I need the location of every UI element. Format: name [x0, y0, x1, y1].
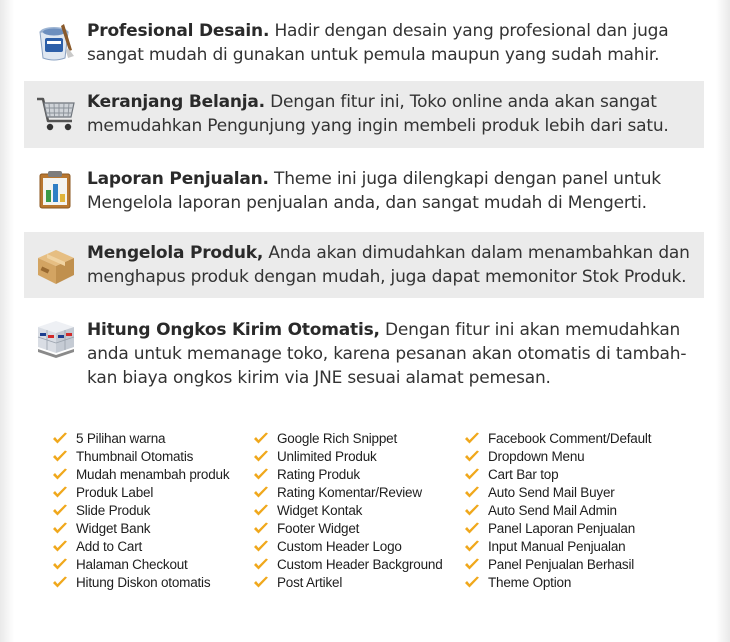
checklist-item-label: Rating Produk [277, 467, 360, 482]
checklist-item-label: Widget Kontak [277, 503, 363, 518]
report-clipboard-icon [34, 168, 78, 212]
checklist-item-label: Halaman Checkout [76, 557, 188, 572]
checklist-item [462, 538, 651, 556]
checklist-item [251, 574, 443, 592]
feature-desc: sangat mudah di gunakan untuk pemula maupun yang sudah mahir. [87, 45, 660, 65]
checklist-item [50, 538, 229, 556]
checklist-item-label: Auto Send Mail Admin [488, 503, 617, 518]
checklist-item-label: Thumbnail Otomatis [76, 449, 194, 464]
checklist-item [462, 484, 651, 502]
checklist-item-label: Google Rich Snippet [277, 431, 398, 446]
feature-desc: Theme ini juga dilengkapi dengan panel untuk [274, 169, 661, 189]
checklist-item-label: Unlimited Produk [277, 449, 377, 464]
checkmark-icon [464, 432, 480, 445]
checklist-item [50, 430, 229, 448]
checkmark-icon [464, 468, 480, 481]
feature-desc: Dengan fitur ini, Toko online anda akan sangat [270, 92, 657, 112]
checklist-item [251, 466, 443, 484]
feature-desc: Dengan fitur ini akan memudahkan [385, 320, 681, 340]
checklist-item [462, 502, 651, 520]
checkmark-icon [52, 522, 68, 535]
checkmark-icon [253, 468, 269, 481]
checkmark-icon [464, 576, 480, 589]
checklist-item [251, 484, 443, 502]
checklist-item-label: 5 Pilihan warna [76, 431, 166, 446]
checkmark-icon [52, 540, 68, 553]
feature-desc: Anda akan dimudahkan dalam menambahkan dan [268, 243, 690, 263]
feature-title: Hitung Ongkos Kirim Otomatis, [87, 320, 380, 340]
checkmark-icon [253, 504, 269, 517]
checkmark-icon [52, 576, 68, 589]
checkmark-icon [52, 468, 68, 481]
jne-shipping-boxes-icon [34, 315, 78, 359]
checkmark-icon [52, 558, 68, 571]
checklist-item-label: Footer Widget [277, 521, 360, 536]
checkmark-icon [253, 432, 269, 445]
checklist-item-label: Panel Laporan Penjualan [488, 521, 636, 536]
checklist-item [462, 556, 651, 574]
checkmark-icon [464, 486, 480, 499]
feature-title: Keranjang Belanja. [87, 92, 265, 112]
checklist-item-label: Hitung Diskon otomatis [76, 575, 211, 590]
shopping-cart-icon [34, 91, 78, 135]
checklist-item [462, 574, 651, 592]
feature-checklist-column-1 [50, 430, 229, 592]
checkmark-icon [253, 450, 269, 463]
checkmark-icon [52, 432, 68, 445]
checklist-item [462, 448, 651, 466]
feature-title: Profesional Desain. [87, 21, 270, 41]
checklist-item [462, 466, 651, 484]
checkmark-icon [253, 540, 269, 553]
checkmark-icon [464, 540, 480, 553]
checklist-item [462, 430, 651, 448]
checkmark-icon [52, 486, 68, 499]
checklist-item-label: Dropdown Menu [488, 449, 585, 464]
checklist-item [251, 448, 443, 466]
checklist-item-label: Custom Header Logo [277, 539, 402, 554]
checklist-item-label: Rating Komentar/Review [277, 485, 422, 500]
feature-desc: Hadir dengan desain yang profesional dan juga [274, 21, 669, 41]
checklist-item [251, 502, 443, 520]
checklist-item-label: Add to Cart [76, 539, 143, 554]
checklist-item [462, 520, 651, 538]
feature-mengelola-produk [24, 232, 704, 298]
cardboard-box-icon [34, 242, 78, 286]
feature-hitung-ongkos-kirim [24, 309, 704, 395]
feature-title: Mengelola Produk, [87, 243, 264, 263]
feature-laporan-penjualan [24, 158, 704, 220]
checkmark-icon [253, 576, 269, 589]
checklist-item [251, 520, 443, 538]
feature-keranjang-belanja [24, 81, 704, 148]
feature-profesional-desain [24, 12, 704, 74]
checklist-item-label: Cart Bar top [488, 467, 559, 482]
checklist-item [50, 502, 229, 520]
feature-title: Laporan Penjualan. [87, 169, 269, 189]
checklist-item [50, 484, 229, 502]
checklist-item [251, 556, 443, 574]
checkmark-icon [52, 450, 68, 463]
checkmark-icon [253, 558, 269, 571]
checkmark-icon [464, 504, 480, 517]
checkmark-icon [253, 522, 269, 535]
checklist-item [50, 574, 229, 592]
checklist-item-label: Mudah menambah produk [76, 467, 230, 482]
checklist-item-label: Input Manual Penjualan [488, 539, 626, 554]
checklist-item-label: Facebook Comment/Default [488, 431, 652, 446]
checklist-item [50, 520, 229, 538]
checklist-item-label: Slide Produk [76, 503, 151, 518]
feature-desc: kan biaya ongkos kirim via JNE sesuai alamat pemesan. [87, 368, 551, 388]
checklist-item-label: Panel Penjualan Berhasil [488, 557, 635, 572]
checklist-item-label: Widget Bank [76, 521, 151, 536]
feature-desc: Mengelola laporan penjualan anda, dan sangat mudah di Mengerti. [87, 193, 647, 213]
checklist-item [50, 448, 229, 466]
checklist-item [251, 538, 443, 556]
checklist-item-label: Theme Option [488, 575, 572, 590]
checklist-item [251, 430, 443, 448]
checklist-item-label: Produk Label [76, 485, 154, 500]
checkmark-icon [253, 486, 269, 499]
checklist-item [50, 556, 229, 574]
checkmark-icon [464, 558, 480, 571]
checkmark-icon [52, 504, 68, 517]
checklist-item-label: Auto Send Mail Buyer [488, 485, 615, 500]
feature-desc: memudahkan Pengunjung yang ingin membeli produk lebih dari satu. [87, 116, 669, 136]
checklist-item [50, 466, 229, 484]
feature-checklist-column-3 [462, 430, 651, 592]
checkmark-icon [464, 522, 480, 535]
paint-bucket-icon [34, 20, 78, 64]
checklist-item-label: Post Artikel [277, 575, 343, 590]
feature-checklist-column-2 [251, 430, 443, 592]
checklist-item-label: Custom Header Background [277, 557, 443, 572]
checkmark-icon [464, 450, 480, 463]
feature-desc: menghapus produk dengan mudah, juga dapat memonitor Stok Produk. [87, 267, 687, 287]
feature-desc: anda untuk memanage toko, karena pesanan akan otomatis di tambah- [87, 344, 687, 364]
